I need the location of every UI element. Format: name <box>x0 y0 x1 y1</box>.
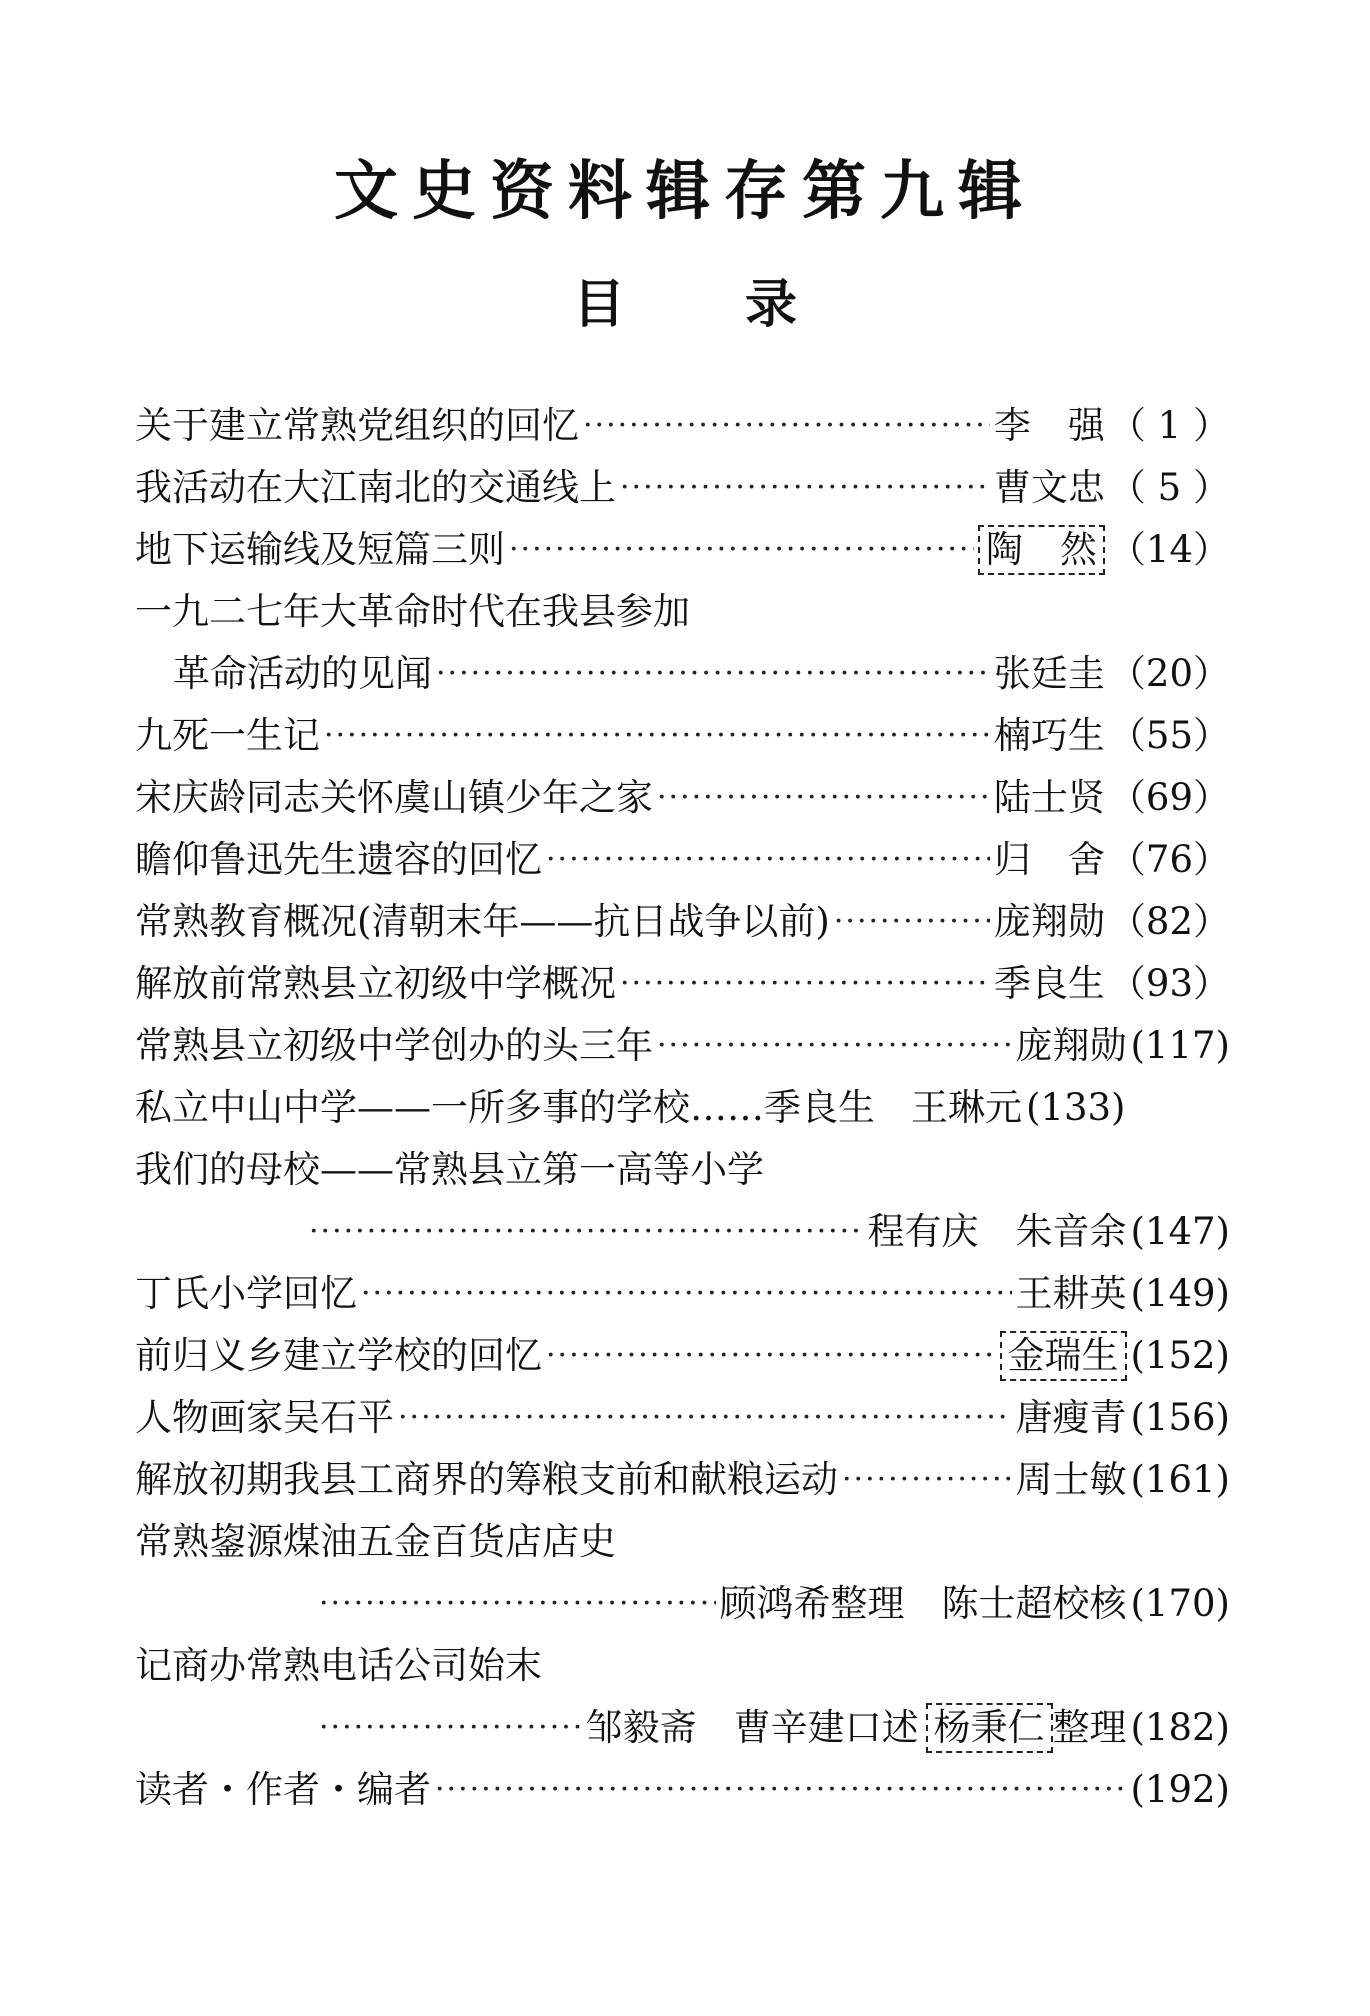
entry-page: (182) <box>1130 1706 1230 1749</box>
entry-author: 金瑞生 <box>1000 1331 1127 1381</box>
toc-entry <box>135 1077 1230 1139</box>
entry-title: 一九二七年大革命时代在我县参加 <box>135 590 690 633</box>
leader-dots <box>398 1387 1012 1449</box>
toc-entry <box>135 767 1230 829</box>
entry-title: 常熟鋆源煤油五金百货店店史 <box>135 1520 616 1563</box>
toc-entry <box>135 1263 1230 1325</box>
toc-entry <box>135 581 1230 643</box>
leader-dots <box>436 643 990 705</box>
entry-title: 解放初期我县工商界的筹粮支前和献粮运动 <box>135 1458 838 1501</box>
toc-entry <box>135 705 1230 767</box>
entry-author: 程有庆 朱音余 <box>867 1210 1127 1253</box>
entry-page: (147) <box>1130 1210 1230 1253</box>
entry-author-prefix: 邹毅斋 曹辛建口述 <box>585 1706 919 1749</box>
leader-dots <box>324 705 990 767</box>
entry-page: （76） <box>1108 838 1230 881</box>
entry-page: （55） <box>1108 714 1230 757</box>
toc-entry <box>135 1015 1230 1077</box>
toc-entry <box>135 1697 1230 1759</box>
leader-dots <box>657 767 990 829</box>
entry-author: 王耕英 <box>1015 1272 1127 1315</box>
entry-author: 楠巧生 <box>993 714 1105 757</box>
toc-entry <box>135 1139 1230 1201</box>
entry-page: （14） <box>1108 528 1230 571</box>
entry-title: 关于建立常熟党组织的回忆 <box>135 404 579 447</box>
entry-author: 陶 然 <box>978 525 1105 575</box>
entry-title: 解放前常熟县立初级中学概况 <box>135 962 616 1005</box>
toc-heading-right: 录 <box>745 275 798 335</box>
entry-page: （ 1 ） <box>1108 404 1230 447</box>
leader-dots <box>546 829 990 891</box>
entry-author: 李 强 <box>993 404 1105 447</box>
entry-page: （82） <box>1108 900 1230 943</box>
entry-page: （20） <box>1108 652 1230 695</box>
leader-dots <box>509 519 974 581</box>
leader-dots <box>546 1325 996 1387</box>
leader-dots <box>842 1449 1012 1511</box>
entry-author: 归 舍 <box>993 838 1105 881</box>
entry-page: (149) <box>1130 1272 1230 1315</box>
entry-author: 庞翔勋 <box>1015 1024 1127 1067</box>
entry-title: 记商办常熟电话公司始末 <box>135 1644 542 1687</box>
entry-page: (161) <box>1130 1458 1230 1501</box>
entry-page: (192) <box>1130 1768 1230 1811</box>
entry-title: 人物画家吴石平 <box>135 1396 394 1439</box>
entry-author: 曹文忠 <box>993 466 1105 509</box>
entry-author: 季良生 <box>993 962 1105 1005</box>
toc-entry <box>135 1325 1230 1387</box>
toc-entry <box>135 891 1230 953</box>
entry-title: 我活动在大江南北的交通线上 <box>135 466 616 509</box>
entry-page: （ 5 ） <box>1108 466 1230 509</box>
toc-entry <box>135 1759 1230 1821</box>
entry-page: (156) <box>1130 1396 1230 1439</box>
entry-author: 王琳元 <box>911 1086 1022 1129</box>
toc-entry <box>135 1387 1230 1449</box>
entry-page: （93） <box>1108 962 1230 1005</box>
entry-page: (117) <box>1130 1024 1230 1067</box>
leader-dots <box>319 1573 716 1635</box>
toc-heading-left: 目 <box>572 275 625 335</box>
entry-page: (152) <box>1130 1334 1230 1377</box>
leader-dots <box>657 1015 1012 1077</box>
entry-title: 瞻仰鲁迅先生遗容的回忆 <box>135 838 542 881</box>
toc-entry <box>135 457 1230 519</box>
leader-dots <box>620 457 990 519</box>
entry-title: 前归义乡建立学校的回忆 <box>135 1334 542 1377</box>
entry-page: (133) <box>1026 1086 1126 1129</box>
entry-author: 杨秉仁 <box>926 1703 1053 1753</box>
toc-entry <box>135 1635 1230 1697</box>
leader-dots <box>583 395 990 457</box>
leader-dots <box>309 1201 864 1263</box>
entry-title: 九死一生记 <box>135 714 320 757</box>
entry-title: 革命活动的见闻 <box>173 652 432 695</box>
toc-entry <box>135 829 1230 891</box>
entry-title: 丁氏小学回忆 <box>135 1272 357 1315</box>
toc-entry <box>135 395 1230 457</box>
toc-entry <box>135 953 1230 1015</box>
leader-dots <box>319 1697 582 1759</box>
leader-dots <box>620 953 990 1015</box>
toc-entry <box>135 1449 1230 1511</box>
leader-dots <box>435 1759 1123 1821</box>
entry-title: 私立中山中学——一所多事的学校……季良生 <box>135 1086 875 1129</box>
toc-entry <box>135 643 1230 705</box>
entry-page: （69） <box>1108 776 1230 819</box>
entry-author: 陆士贤 <box>993 776 1105 819</box>
toc-entry <box>135 1511 1230 1573</box>
entry-author-suffix: 整理 <box>1052 1706 1127 1749</box>
entry-title: 地下运输线及短篇三则 <box>135 528 505 571</box>
entry-title: 我们的母校——常熟县立第一高等小学 <box>135 1148 764 1191</box>
entry-page: (170) <box>1130 1582 1230 1625</box>
entry-author: 张廷圭 <box>993 652 1105 695</box>
toc-entry <box>135 1573 1230 1635</box>
toc-entry <box>135 1201 1230 1263</box>
entry-title: 读者・作者・编者 <box>135 1768 431 1811</box>
leader-dots <box>361 1263 1012 1325</box>
entry-title: 宋庆龄同志关怀虞山镇少年之家 <box>135 776 653 819</box>
entry-title: 常熟教育概况(清朝末年——抗日战争以前) <box>135 900 830 943</box>
toc-entry <box>135 519 1230 581</box>
table-of-contents <box>135 395 1230 1821</box>
toc-heading <box>0 262 1370 337</box>
entry-author: 唐瘦青 <box>1015 1396 1127 1439</box>
entry-author: 顾鸿希整理 陈士超校核 <box>719 1582 1127 1625</box>
leader-dots <box>834 891 990 953</box>
book-title: 文史资料辑存第九辑 <box>334 154 1036 229</box>
entry-author: 周士敏 <box>1015 1458 1127 1501</box>
entry-author: 庞翔勋 <box>993 900 1105 943</box>
entry-title: 常熟县立初级中学创办的头三年 <box>135 1024 653 1067</box>
